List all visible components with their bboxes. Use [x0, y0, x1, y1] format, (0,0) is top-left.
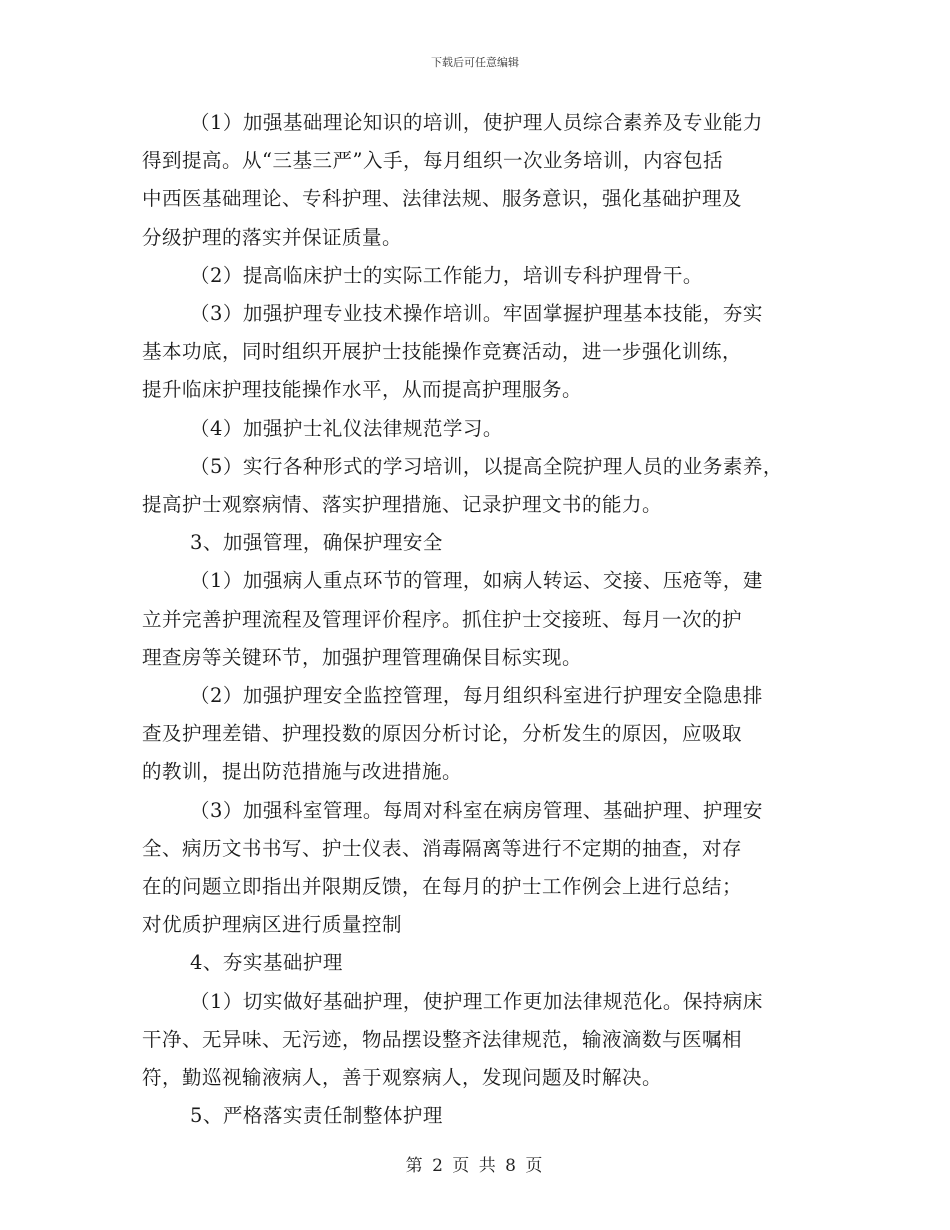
- paragraph-5: [142, 448, 822, 524]
- text-line: 对优质护理病区进行质量控制: [142, 913, 403, 937]
- text-line: （3）加强护理专业技术操作培训。牢固掌握护理基本技能，夯实: [190, 302, 763, 326]
- page-footer: 第 2 页 共 8 页: [405, 1156, 545, 1176]
- text-line: 全、病历文书书写、护士仪表、消毒隔离等进行不定期的抽查，对存: [142, 836, 743, 860]
- heading-line: 3、加强管理，确保护理安全: [190, 531, 443, 555]
- text-line: 符，勤巡视输液病人，善于观察病人，发现问题及时解决。: [142, 1066, 663, 1090]
- paragraph-2: [142, 257, 822, 295]
- text-line: 查及护理差错、护理投数的原因分析讨论，分析发生的原因，应吸取: [142, 722, 743, 746]
- text-line: （5）实行各种形式的学习培训，以提高全院护理人员的业务素养，: [190, 454, 783, 478]
- paragraph-9: [142, 983, 822, 1098]
- text-line: 分级护理的落实并保证质量。: [142, 225, 403, 249]
- page-header: 下载后可任意编辑: [431, 56, 519, 69]
- text-line: （2）提高临床护士的实际工作能力，培训专科护理骨干。: [190, 263, 703, 287]
- text-line: （3）加强科室管理。每周对科室在病房管理、基础护理、护理安: [190, 798, 763, 822]
- text-line: （4）加强护士礼仪法律规范学习。: [190, 416, 503, 440]
- paragraph-3: [142, 295, 822, 410]
- section-heading-5: [142, 1097, 822, 1135]
- heading-line: 4、夯实基础护理: [190, 951, 343, 975]
- text-line: 得到提高。从“三基三严”入手，每月组织一次业务培训，内容包括: [142, 149, 723, 173]
- section-heading-4: [142, 944, 822, 982]
- heading-line: 5、严格落实责任制整体护理: [190, 1104, 443, 1128]
- text-line: （1）加强基础理论知识的培训，使护理人员综合素养及专业能力: [190, 111, 763, 134]
- paragraph-1: [142, 104, 822, 257]
- text-line: （1）切实做好基础护理，使护理工作更加法律规范化。保持病床: [190, 989, 763, 1013]
- text-line: （2）加强护理安全监控管理，每月组织科室进行护理安全隐患排: [190, 684, 763, 708]
- paragraph-4: [142, 410, 822, 448]
- text-line: 中西医基础理论、专科护理、法律法规、服务意识，强化基础护理及: [142, 187, 743, 211]
- text-line: 基本功底，同时组织开展护士技能操作竞赛活动，进一步强化训练，: [142, 340, 743, 364]
- paragraph-7: [142, 677, 822, 792]
- document-body: [142, 104, 822, 1135]
- section-heading-3: [142, 524, 822, 562]
- paragraph-6: [142, 562, 822, 677]
- text-line: 的教训，提出防范措施与改进措施。: [142, 760, 463, 784]
- text-line: 干净、无异味、无污迹，物品摆设整齐法律规范，输液滴数与医嘱相: [142, 1027, 743, 1051]
- text-line: 在的问题立即指出并限期反馈，在每月的护士工作例会上进行总结；: [142, 875, 743, 899]
- text-line: 提高护士观察病情、落实护理措施、记录护理文书的能力。: [142, 493, 663, 517]
- text-line: （1）加强病人重点环节的管理，如病人转运、交接、压疮等，建: [190, 569, 763, 593]
- text-line: 提升临床护理技能操作水平，从而提高护理服务。: [142, 378, 583, 402]
- text-line: 立并完善护理流程及管理评价程序。抓住护士交接班、每月一次的护: [142, 607, 743, 631]
- text-line: 理查房等关键环节，加强护理管理确保目标实现。: [142, 645, 583, 669]
- paragraph-8: [142, 792, 822, 945]
